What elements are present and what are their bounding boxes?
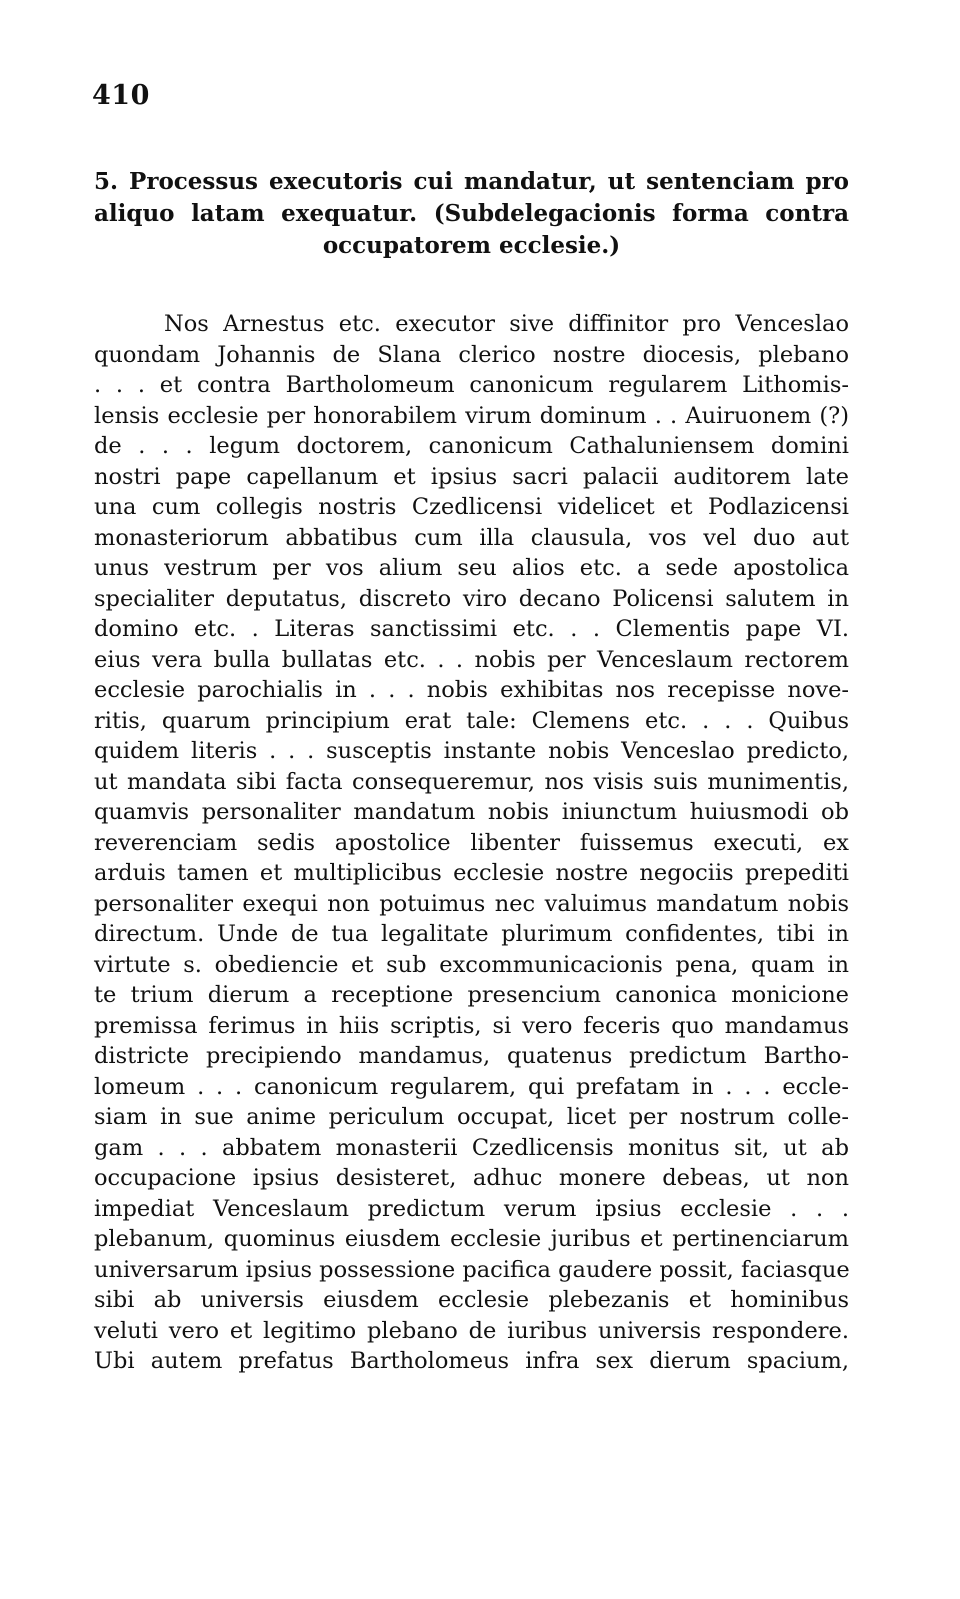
- text-line: de . . . legum doctorem, canonicum Cathaluniensem domini: [94, 433, 849, 459]
- text-line: nostri pape capellanum et ipsius sacri palacii auditorem late: [94, 463, 849, 490]
- text-line: reverenciam sedis apostolice libenter fuissemus executi, ex: [94, 829, 849, 856]
- text-line: virtute s. obediencie et sub excommunicacionis pena, quam in: [94, 951, 849, 978]
- text-line: personaliter exequi non potuimus nec valuimus mandatum nobis: [94, 890, 849, 917]
- text-line: te trium dierum a receptione presencium canonica monicione: [94, 982, 849, 1008]
- text-line: lensis ecclesie per honorabilem virum dominum . . Auiruonem (?): [94, 402, 849, 429]
- text-line: monasteriorum abbatibus cum illa clausula, vos vel duo aut: [94, 524, 849, 551]
- text-line: una cum collegis nostris Czedlicensi videlicet et Podlazicensi: [94, 494, 849, 520]
- text-line: lomeum . . . canonicum regularem, qui prefatam in . . . eccle-: [94, 1073, 849, 1100]
- body-text: [94, 309, 849, 1377]
- text-line: universarum ipsius possessione pacifica gaudere possit, faciasque: [94, 1256, 850, 1283]
- text-line: quamvis personaliter mandatum nobis iniunctum huiusmodi ob: [94, 799, 849, 825]
- text-line: gam . . . abbatem monasterii Czedlicensis monitus sit, ut ab: [94, 1134, 849, 1161]
- text-line: occupacione ipsius desisteret, adhuc monere debeas, ut non: [94, 1165, 849, 1191]
- text-line: unus vestrum per vos alium seu alios etc. a sede apostolica: [94, 555, 849, 581]
- heading-line: 5. Processus executoris cui mandatur, ut sentenciam pro: [94, 168, 849, 195]
- text-line: siam in sue anime periculum occupat, licet per nostrum colle-: [94, 1104, 849, 1130]
- text-line: premissa ferimus in hiis scriptis, si vero feceris quo mandamus: [94, 1012, 849, 1039]
- text-line: ritis, quarum principium erat tale: Clemens etc. . . . Quibus: [94, 707, 849, 734]
- text-line: districte precipiendo mandamus, quatenus predictum Bartho-: [94, 1043, 849, 1069]
- text-line: plebanum, quominus eiusdem ecclesie juribus et pertinenciarum: [94, 1226, 849, 1252]
- section-heading: [94, 166, 849, 262]
- text-line: Ubi autem prefatus Bartholomeus infra sex dierum spacium,: [94, 1348, 849, 1374]
- text-line: quondam Johannis de Slana clerico nostre diocesis, plebano: [94, 341, 849, 368]
- text-line: directum. Unde de tua legalitate plurimum confidentes, tibi in: [94, 921, 849, 947]
- text-line: ecclesie parochialis in . . . nobis exhibitas nos recepisse nove-: [94, 677, 849, 703]
- text-line: . . . et contra Bartholomeum canonicum regularem Lithomis-: [94, 372, 849, 398]
- heading-line: aliquo latam exequatur. (Subdelegacionis forma contra: [94, 200, 849, 227]
- text-line: arduis tamen et multiplicibus ecclesie nostre negociis prepediti: [94, 860, 849, 886]
- heading-line: occupatorem ecclesie.): [322, 232, 621, 259]
- page-number: 410: [92, 80, 150, 111]
- text-line: veluti vero et legitimo plebano de iuribus universis respondere.: [94, 1317, 849, 1344]
- text-line: ut mandata sibi facta consequeremur, nos visis suis munimentis,: [94, 768, 849, 795]
- text-line: domino etc. . Literas sanctissimi etc. . . Clementis pape VI.: [94, 616, 849, 642]
- text-line: sibi ab universis eiusdem ecclesie plebezanis et hominibus: [94, 1287, 849, 1313]
- text-line: quidem literis . . . susceptis instante nobis Venceslao predicto,: [94, 738, 849, 764]
- text-line: impediat Venceslaum predictum verum ipsius ecclesie . . .: [94, 1195, 849, 1222]
- text-line: Nos Arnestus etc. executor sive diffinitor pro Venceslao: [164, 311, 849, 337]
- text-line: eius vera bulla bullatas etc. . . nobis per Venceslaum rectorem: [94, 646, 849, 673]
- text-line: specialiter deputatus, discreto viro decano Policensi salutem in: [94, 585, 849, 612]
